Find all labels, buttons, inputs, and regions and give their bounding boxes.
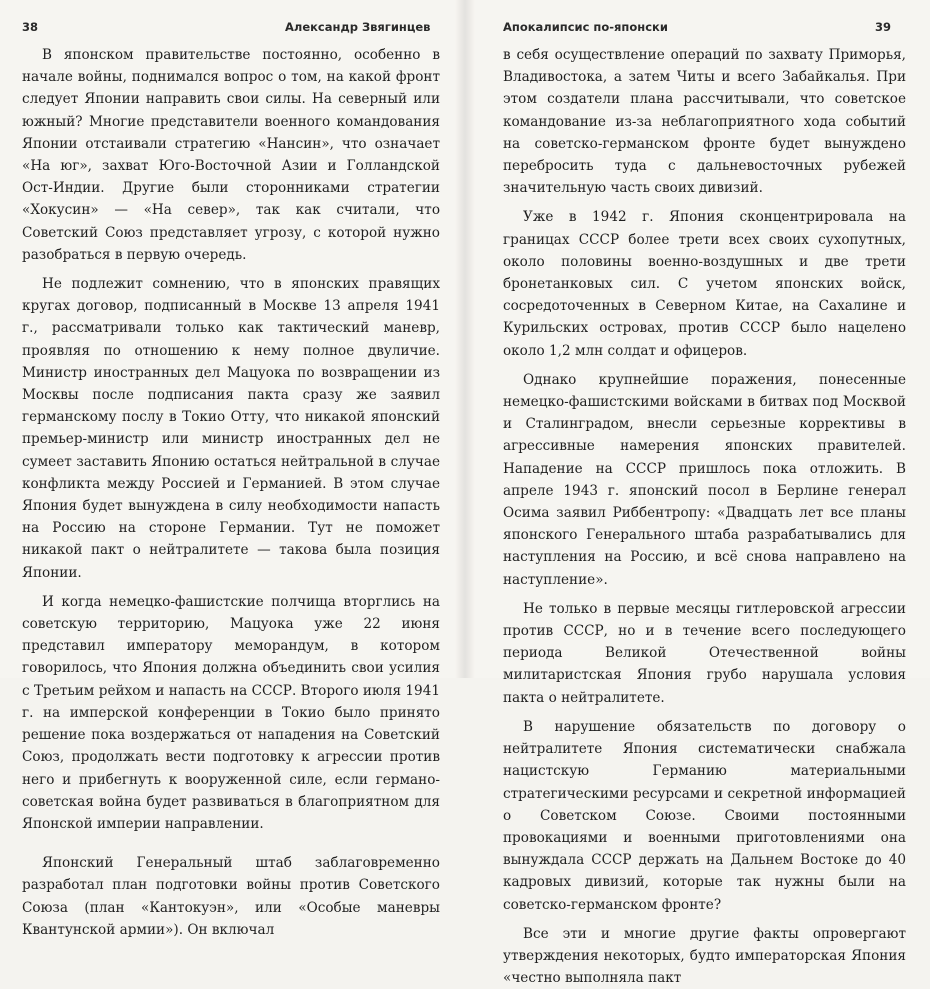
paragraph: Не только в первые месяцы гитлеровской агрессии против СССР, но и в течение всего последующего периода Великой Отечественной войны милитаристская Япония грубо нарушала условия пакта о нейтралитете. [503, 600, 906, 706]
paragraph: Однако крупнейшие поражения, понесенные немецко-фашистскими войсками в битвах под Москвой и Сталинградом, внесли серьезные коррективы в агрессивные намерения японских правителей. Нападение на СССР пришлось пока отложить. В апреле 1943 г. японский посол в Берлине генерал Осима заявил Риббентропу: «Двадцать лет все планы японского Генерального штаба разрабатывались для наступления на Россию, и всё снова направлено на наступление». [503, 371, 906, 588]
right-page [470, 0, 930, 987]
running-head: Александр Звягинцев [285, 20, 431, 34]
page-number: 38 [22, 20, 39, 34]
left-page [0, 0, 460, 938]
paragraph: Все эти и многие другие факты опровергают утверждения некоторых, будто императорская Япония «честно выполняла пакт [503, 925, 906, 987]
left-page-header [0, 20, 460, 36]
paragraph: И когда немецко-фашистские полчища вторглись на советскую территорию, Мацуока уже 22 июня представил императору меморандум, в котором говорилось, что Япония должна объединить свои усилия с Третьим рейхом и напасть на СССР. Второго июля 1941 г. на имперской конференции в Токио было принято решение пока воздержаться от нападения на Советский Союз, продолжать вести подготовку к агрессии против него и прибегнуть к вооруженной силе, если германо-советская война будет развиваться в благоприятном для Японской империи направлении. [22, 593, 440, 832]
right-page-body [503, 44, 906, 989]
left-page-body [22, 44, 440, 941]
right-page-header [470, 20, 930, 36]
running-head: Апокалипсис по-японски [503, 20, 668, 34]
paragraph: Японский Генеральный штаб заблаговременно разработал план подготовки войны против Советского Союза (план «Кантокуэн», или «Особые маневры Квантунской армии»). Он включал [22, 855, 440, 938]
paragraph: Не подлежит сомнению, что в японских правящих кругах договор, подписанный в Москве 13 апреля 1941 г., рассматривали только как тактический маневр, проявляя по отношению к нему полное двуличие. Министр иностранных дел Мацуока по возвращении из Москвы после подписания пакта сразу же заявил германскому послу в Токио Отту, что никакой японский премьер-министр или министр иностранных дел не сумеет заставить Японию остаться нейтральной в случае конфликта между Россией и Германией. В этом случае Япония будет вынуждена в силу необходимости напасть на Россию на стороне Германии. Тут не поможет никакой пакт о нейтралитете — такова была позиция Японии. [22, 276, 440, 581]
page-number: 39 [875, 20, 892, 34]
paragraph: Уже в 1942 г. Япония сконцентрировала на границах СССР более трети всех своих сухопутных, около половины военно-воздушных и две трети бронетанковых сил. С учетом японских войск, сосредоточенных в Северном Китае, на Сахалине и Курильских островах, против СССР было нацелено около 1,2 млн солдат и офицеров. [503, 209, 906, 359]
paragraph: В японском правительстве постоянно, особенно в начале войны, поднимался вопрос о том, на какой фронт следует Японии направить свои силы. На северный или южный? Многие представители военного командования Японии отстаивали стратегию «Нансин», что означает «На юг», захват Юго-Восточной Азии и Голландской Ост-Индии. Другие были сторонниками стратегии «Хокусин» — «На север», так как считали, что Советский Союз представляет угрозу, с которой нужно разобраться в первую очередь. [22, 47, 440, 263]
paragraph: В нарушение обязательств по договору о нейтралитете Япония систематически снабжала нацистскую Германию материальными стратегическими ресурсами и секретной информацией о Советском Союзе. Своими постоянными провокациями и военными приготовлениями она вынуждала СССР держать на Дальнем Востоке до 40 кадровых дивизий, которые так нужны были на советско-германском фронте? [503, 718, 906, 913]
paragraph: в себя осуществление операций по захвату Приморья, Владивостока, а затем Читы и всего Забайкалья. При этом создатели плана рассчитывали, что советское командование из-за неблагоприятного хода событий на советско-германском фронте будет вынуждено перебросить туда с дальневосточных рубежей значительную часть своих дивизий. [503, 47, 906, 197]
